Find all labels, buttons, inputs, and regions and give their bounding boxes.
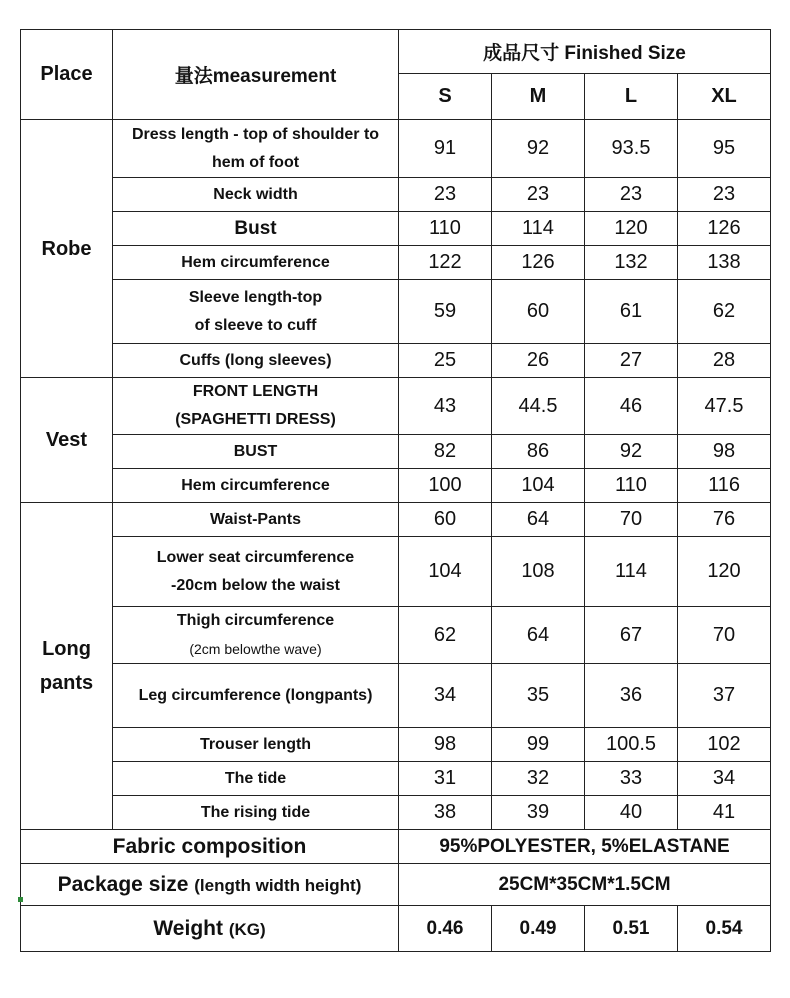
measurement-label-line: The rising tide (200, 803, 311, 821)
size-value-m: 26 (492, 344, 585, 378)
size-value-xl: 70 (678, 607, 771, 664)
pants-row (21, 503, 771, 537)
pants-group-label-line: Long (42, 638, 91, 660)
measurement-label-line: Bust (234, 217, 277, 239)
size-value-s: 104 (399, 537, 492, 607)
header-row-1 (21, 30, 771, 74)
size-value-xl: 116 (678, 469, 771, 503)
measurement-label-line: Waist-Pants (210, 510, 301, 528)
size-value-m: 32 (492, 762, 585, 796)
vest-row (21, 378, 771, 435)
robe-row (21, 344, 771, 378)
size-value-m: 60 (492, 280, 585, 344)
size-value-s: 122 (399, 246, 492, 280)
size-value-xl: 23 (678, 178, 771, 212)
size-value-xl: 98 (678, 435, 771, 469)
weight-row (21, 906, 771, 952)
robe-row (21, 246, 771, 280)
measurement-label-line: BUST (233, 442, 278, 460)
measurement-label-line: Dress length - top of shoulder to (131, 125, 380, 143)
size-value-s: 60 (399, 503, 492, 537)
package-row (21, 864, 771, 906)
measurement-label (113, 607, 399, 664)
pants-row (21, 607, 771, 664)
size-value-s: 43 (399, 378, 492, 435)
measurement-label (113, 246, 399, 280)
measurement-label-line: FRONT LENGTH (192, 383, 319, 400)
size-value-l: 46 (585, 378, 678, 435)
size-value-xl: 76 (678, 503, 771, 537)
weight-sub: (KG) (228, 919, 266, 939)
measurement-header: 量法measurement (113, 30, 399, 120)
size-value-m: 35 (492, 664, 585, 728)
size-value-l: 23 (585, 178, 678, 212)
size-value-xl: 37 (678, 664, 771, 728)
pants-row (21, 762, 771, 796)
measurement-rows (21, 120, 771, 830)
pants-row (21, 664, 771, 728)
size-value-xl: 126 (678, 212, 771, 246)
weight-m: 0.49 (492, 906, 585, 952)
size-value-m: 64 (492, 607, 585, 664)
measurement-label (113, 378, 399, 435)
package-value: 25CM*35CM*1.5CM (399, 864, 771, 906)
measurement-label-line: Trouser length (199, 735, 312, 753)
size-header-l: L (585, 74, 678, 120)
size-value-xl: 102 (678, 728, 771, 762)
measurement-label-line: The tide (224, 769, 287, 787)
size-value-m: 23 (492, 178, 585, 212)
size-value-s: 98 (399, 728, 492, 762)
size-value-m: 86 (492, 435, 585, 469)
measurement-label-line: Sleeve length-top (188, 288, 323, 306)
measurement-label-line: Lower seat circumference (156, 548, 355, 566)
size-value-s: 31 (399, 762, 492, 796)
size-value-xl: 138 (678, 246, 771, 280)
robe-row (21, 212, 771, 246)
measurement-label (113, 762, 399, 796)
size-value-s: 23 (399, 178, 492, 212)
fabric-row (21, 830, 771, 864)
weight-label-cell (21, 906, 399, 952)
size-value-l: 70 (585, 503, 678, 537)
vest-group-label: Vest (21, 378, 113, 503)
measurement-label (113, 537, 399, 607)
fabric-label: Fabric composition (21, 830, 399, 864)
measurement-label-line: Cuffs (long sleeves) (179, 351, 332, 369)
size-value-s: 100 (399, 469, 492, 503)
package-label: Package size (57, 872, 189, 896)
size-value-l: 120 (585, 212, 678, 246)
vest-row (21, 435, 771, 469)
size-value-xl: 62 (678, 280, 771, 344)
size-value-l: 67 (585, 607, 678, 664)
size-value-l: 27 (585, 344, 678, 378)
size-value-l: 93.5 (585, 120, 678, 178)
measurement-label (113, 344, 399, 378)
size-value-m: 114 (492, 212, 585, 246)
place-header: Place (21, 30, 113, 120)
measurement-label-line: Leg circumference (longpants) (138, 686, 373, 704)
robe-group-label: Robe (21, 120, 113, 378)
size-value-m: 108 (492, 537, 585, 607)
weight-xl: 0.54 (678, 906, 771, 952)
size-chart-table (20, 29, 771, 952)
size-value-s: 82 (399, 435, 492, 469)
size-value-l: 61 (585, 280, 678, 344)
measurement-label (113, 469, 399, 503)
measurement-label-line: Neck width (213, 185, 298, 203)
pants-group-label (21, 503, 113, 830)
measurement-label-line: Hem circumference (181, 253, 330, 271)
weight-s: 0.46 (399, 906, 492, 952)
size-value-l: 100.5 (585, 728, 678, 762)
measurement-label (113, 120, 399, 178)
measurement-label-line: Thigh circumference (176, 612, 335, 629)
size-header-xl: XL (678, 74, 771, 120)
measurement-label (113, 728, 399, 762)
size-value-s: 38 (399, 796, 492, 830)
size-value-m: 92 (492, 120, 585, 178)
size-value-s: 25 (399, 344, 492, 378)
size-header-s: S (399, 74, 492, 120)
measurement-label (113, 503, 399, 537)
size-value-xl: 47.5 (678, 378, 771, 435)
measurement-label-line: hem of foot (211, 153, 300, 171)
size-value-m: 99 (492, 728, 585, 762)
pants-row (21, 796, 771, 830)
package-label-cell (21, 864, 399, 906)
measurement-label (113, 796, 399, 830)
size-value-s: 91 (399, 120, 492, 178)
size-value-l: 33 (585, 762, 678, 796)
robe-row (21, 280, 771, 344)
measurement-label-line: -20cm below the waist (171, 576, 340, 594)
size-value-xl: 34 (678, 762, 771, 796)
size-value-m: 64 (492, 503, 585, 537)
size-value-xl: 28 (678, 344, 771, 378)
size-value-s: 62 (399, 607, 492, 664)
weight-l: 0.51 (585, 906, 678, 952)
measurement-label-line: (2cm belowthe wave) (189, 641, 322, 657)
measurement-label (113, 178, 399, 212)
measurement-label (113, 280, 399, 344)
size-value-m: 104 (492, 469, 585, 503)
corner-mark (18, 897, 23, 902)
size-value-s: 34 (399, 664, 492, 728)
vest-row (21, 469, 771, 503)
robe-row (21, 120, 771, 178)
robe-row (21, 178, 771, 212)
size-value-l: 92 (585, 435, 678, 469)
measurement-label-line: (SPAGHETTI DRESS) (175, 411, 336, 428)
size-value-l: 114 (585, 537, 678, 607)
size-value-m: 126 (492, 246, 585, 280)
size-value-xl: 95 (678, 120, 771, 178)
size-value-m: 44.5 (492, 378, 585, 435)
size-header-m: M (492, 74, 585, 120)
fabric-value: 95%POLYESTER, 5%ELASTANE (399, 830, 771, 864)
size-value-l: 132 (585, 246, 678, 280)
measurement-label-line: Hem circumference (181, 476, 330, 494)
size-value-s: 59 (399, 280, 492, 344)
size-value-xl: 120 (678, 537, 771, 607)
size-value-l: 110 (585, 469, 678, 503)
measurement-label (113, 664, 399, 728)
finished-size-header: 成品尺寸 Finished Size (399, 30, 771, 74)
pants-row (21, 537, 771, 607)
size-value-s: 110 (399, 212, 492, 246)
pants-group-label-line: pants (39, 672, 94, 694)
size-value-xl: 41 (678, 796, 771, 830)
weight-label: Weight (153, 916, 223, 940)
size-value-l: 36 (585, 664, 678, 728)
pants-row (21, 728, 771, 762)
measurement-label (113, 435, 399, 469)
measurement-label (113, 212, 399, 246)
package-sub: (length width height) (194, 875, 362, 895)
size-value-m: 39 (492, 796, 585, 830)
size-value-l: 40 (585, 796, 678, 830)
measurement-label-line: of sleeve to cuff (194, 316, 317, 334)
